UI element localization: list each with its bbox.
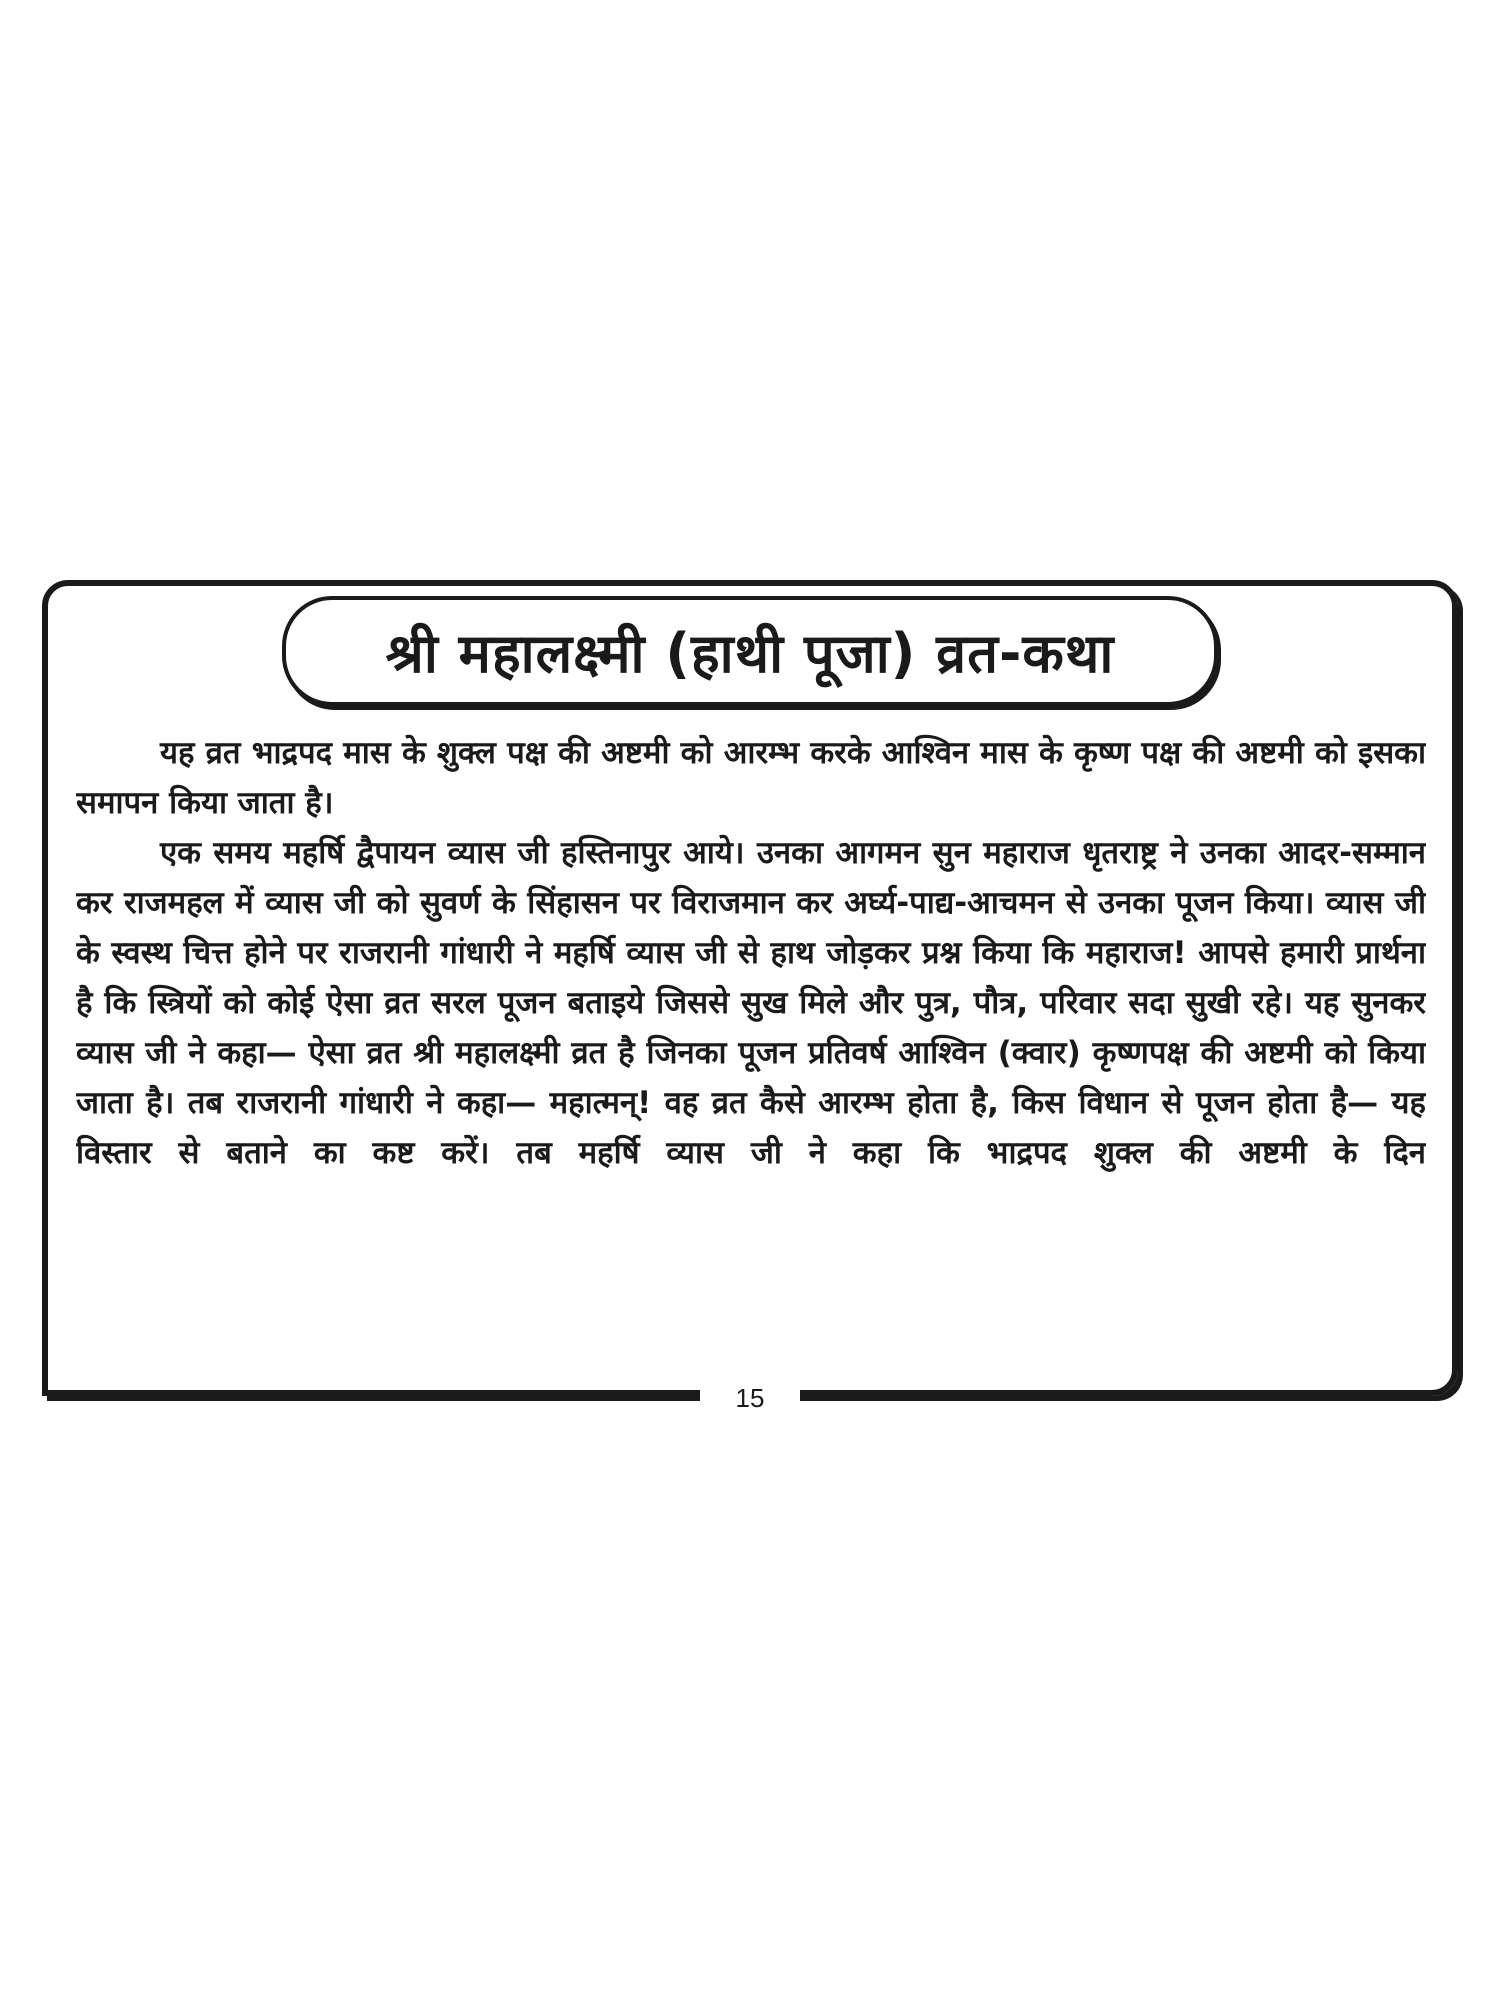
paragraph-story: एक समय महर्षि द्वैपायन व्यास जी हस्तिनापुर आये। उनका आगमन सुन महाराज धृतराष्ट्र ने उनका आदर-सम्मान कर राजमहल में व्यास जी को सुवर्ण के सिंहासन पर विराजमान कर अर्घ्य-पाद्य-आचमन से उनका पूजन किया। व्यास जी के स्वस्थ चित्त होने पर राजरानी गांधारी ने महर्षि व्यास जी से हाथ जोड़कर प्रश्न किया कि महाराज! आपसे हमारी प्रार्थना है कि स्त्रियों को कोई ऐसा व्रत सरल पूजन बताइये जिससे सुख मिले और पुत्र, पौत्र, परिवार सदा सुखी रहे। यह सुनकर व्यास जी ने कहा— ऐसा व्रत श्री महालक्ष्मी व्रत है जिनका पूजन प्रतिवर्ष आश्विन (क्वार) कृष्णपक्ष की अष्टमी को किया जाता है। तब राजरानी गांधारी ने कहा— महात्मन्! वह व्रत कैसे आरम्भ होता है, किस विधान से पूजन होता है— यह विस्तार से बताने का कष्ट करें। तब महर्षि व्यास जी ने कहा कि भाद्रपद शुक्ल की अष्टमी के दिन <box>76 835 1426 1171</box>
title-banner <box>282 596 1218 706</box>
page-number: 15 <box>735 1382 765 1413</box>
paragraph-intro: यह व्रत भाद्रपद मास के शुक्ल पक्ष की अष्टमी को आरम्भ करके आश्विन मास के कृष्ण पक्ष की अष्टमी को इसका समापन किया जाता है। <box>76 735 1426 821</box>
page-title: श्री महालक्ष्मी (हाथी पूजा) व्रत-कथा <box>385 622 1115 685</box>
story-body <box>76 728 1426 1374</box>
page-number-box <box>700 1378 800 1418</box>
